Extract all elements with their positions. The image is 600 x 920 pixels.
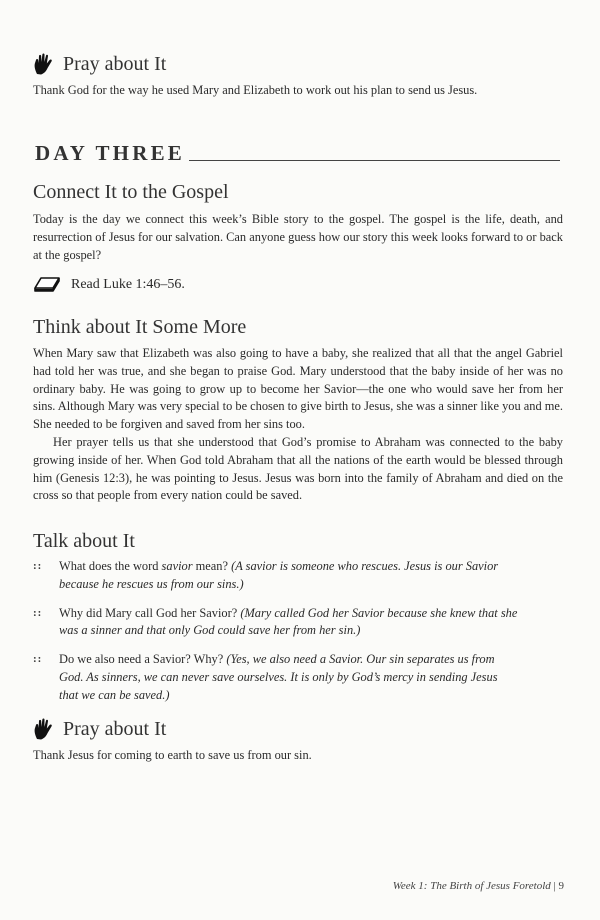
- think-section: [33, 315, 563, 505]
- reading-row: [33, 276, 563, 294]
- day-title: DAY THREE: [35, 141, 185, 165]
- gospel-section: [33, 180, 563, 264]
- pray-section-2: [33, 717, 563, 765]
- question-text: What does the word savior mean? (A savior is someone who rescues. Jesus is our Savior because he rescues us from our sins.): [59, 559, 499, 591]
- section-heading: Pray about It: [63, 718, 167, 740]
- pray-text: Thank God for the way he used Mary and Elizabeth to work out his plan to send us Jesus.: [33, 83, 478, 97]
- footer-separator: |: [553, 880, 556, 892]
- question-item: [33, 558, 563, 594]
- question-answer: (Yes, we also need a Savior. Our sin separates us from God. As sinners, we can never save ourselves. It is only by God’s mercy in sending Jesus that we can be saved.): [59, 652, 498, 702]
- book-icon: [33, 276, 61, 294]
- footer-label: Week 1: The Birth of Jesus Foretold: [392, 880, 551, 892]
- gospel-text: Today is the day we connect this week’s Bible story to the gospel. The gospel is the life, death, and resurrection of Jesus for our salvation. Can anyone guess how our story this week looks forward to or back at the gospel?: [33, 212, 563, 262]
- praying-hand-icon: [33, 52, 55, 76]
- think-paragraph-1: When Mary saw that Elizabeth was also going to have a baby, she realized that all that the angel Gabriel had told her was true, and she began to praise God. Mary understood that the baby inside of her was no ordinary baby. He was going to grow up to become her Savior—the one who would save her from her sins. Although Mary was very special to be chosen to give birth to Jesus, she was a sinner like you and me. She needed to be forgiven and saved from her sins too.: [33, 346, 563, 432]
- page-number: 9: [558, 880, 564, 892]
- question-text: Why did Mary call God her Savior? (Mary called God her Savior because she knew that she was a sinner and that only God could save her from her sin.): [59, 605, 518, 638]
- section-heading: Talk about It: [33, 530, 135, 552]
- pray-text: Thank Jesus for coming to earth to save us from our sin.: [33, 748, 312, 762]
- bullet: ::: [33, 560, 43, 572]
- section-heading: Connect It to the Gospel: [33, 181, 229, 203]
- section-heading: Think about It Some More: [33, 316, 247, 338]
- question-text: Do we also need a Savior? Why? (Yes, we also need a Savior. Our sin separates us from God. As sinners, we can never save ourselves. It is only by God’s mercy in sending Jesus that we can be saved.): [59, 652, 498, 702]
- pray-header: [33, 717, 563, 741]
- bullet: ::: [33, 653, 43, 666]
- question-item: [33, 605, 563, 641]
- question-item: [33, 651, 563, 704]
- talk-section: [33, 529, 563, 716]
- think-paragraph-2: Her prayer tells us that she understood that God’s promise to Abraham was connected to the baby growing inside of her. When God told Abraham that all the nations of the earth would be blessed through him (Genesis 12:3), he was pointing to Jesus. Jesus was born into the family of Abraham and died on the cross so that people from every nation could be saved.: [33, 434, 563, 503]
- question-answer: (Mary called God her Savior because she knew that she was a sinner and that only God could save her from her sin.): [59, 605, 518, 638]
- title-rule: [189, 159, 560, 161]
- section-heading: Pray about It: [63, 53, 167, 75]
- bullet: ::: [33, 606, 43, 619]
- page-footer: [393, 880, 564, 892]
- day-header: [35, 142, 560, 164]
- pray-section-1: [33, 52, 563, 100]
- question-answer: (A savior is someone who rescues. Jesus is our Savior because he rescues us from our sins.): [59, 559, 499, 591]
- praying-hand-icon: [33, 717, 55, 741]
- reading-reference: Read Luke 1:46–56.: [71, 277, 185, 292]
- pray-header: [33, 52, 563, 76]
